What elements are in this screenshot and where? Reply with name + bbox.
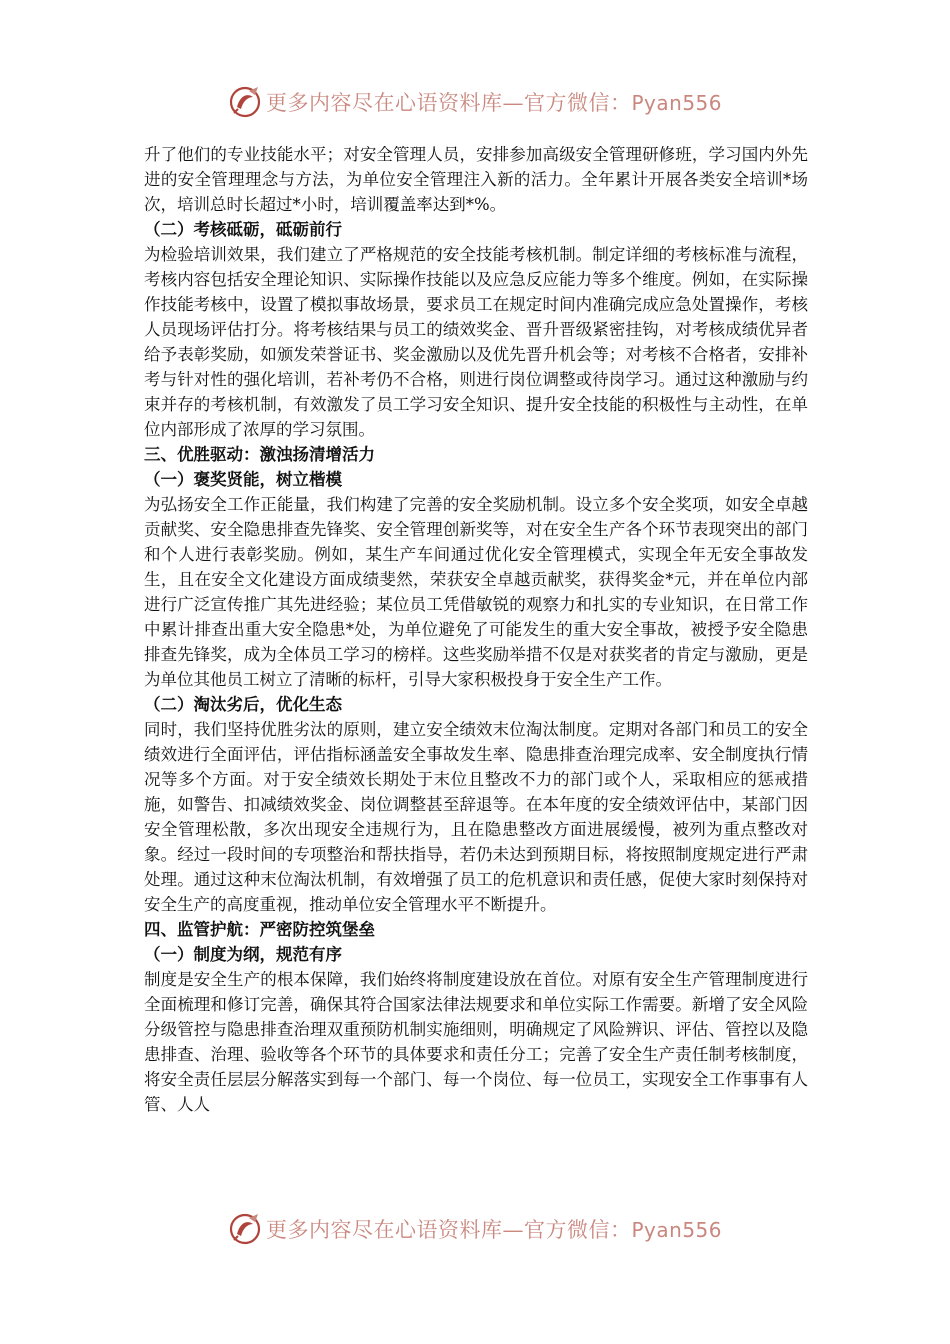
- subheading: （一）褒奖贤能，树立楷模: [144, 470, 342, 489]
- subheading: （二）淘汰劣后，优化生态: [144, 695, 342, 714]
- watermark-text: 更多内容尽在心语资料库—官方微信：Pyan556: [265, 91, 722, 115]
- section-heading: 三、优胜驱动：激浊扬清增活力: [144, 445, 375, 464]
- watermark-logo-icon: [228, 85, 262, 119]
- paragraph: 升了他们的专业技能水平；对安全管理人员，安排参加高级安全管理研修班，学习国内外先进的安全管理理念与方法，为单位安全管理注入新的活力。全年累计开展各类安全培训*场次，培训总时长超过*小时，培训覆盖率达到*%。: [144, 145, 808, 214]
- paragraph: 制度是安全生产的根本保障，我们始终将制度建设放在首位。对原有安全生产管理制度进行全面梳理和修订完善，确保其符合国家法律法规要求和单位实际工作需要。新增了安全风险分级管控与隐患排查治理双重预防机制实施细则，明确规定了风险辨识、评估、管控以及隐患排查、治理、验收等各个环节的具体要求和责任分工；完善了安全生产责任制考核制度，将安全责任层层分解落实到每一个部门、每一个岗位、每一位员工，实现安全工作事事有人管、人人: [144, 970, 808, 1114]
- paragraph: 同时，我们坚持优胜劣汰的原则，建立安全绩效末位淘汰制度。定期对各部门和员工的安全绩效进行全面评估，评估指标涵盖安全事故发生率、隐患排查治理完成率、安全制度执行情况等多个方面。对于安全绩效长期处于末位且整改不力的部门或个人，采取相应的惩戒措施，如警告、扣减绩效奖金、岗位调整甚至辞退等。在本年度的安全绩效评估中，某部门因安全管理松散，多次出现安全违规行为，且在隐患整改方面进展缓慢，被列为重点整改对象。经过一段时间的专项整治和帮扶指导，若仍未达到预期目标，将按照制度规定进行严肃处理。通过这种末位淘汰机制，有效增强了员工的危机意识和责任感，促使大家时刻保持对安全生产的高度重视，推动单位安全管理水平不断提升。: [144, 720, 808, 914]
- section-heading: 四、监管护航：严密防控筑堡垒: [144, 920, 375, 939]
- paragraph: 为检验培训效果，我们建立了严格规范的安全技能考核机制。制定详细的考核标准与流程，考核内容包括安全理论知识、实际操作技能以及应急反应能力等多个维度。例如，在实际操作技能考核中，设置了模拟事故场景，要求员工在规定时间内准确完成应急处置操作，考核人员现场评估打分。将考核结果与员工的绩效奖金、晋升晋级紧密挂钩，对考核成绩优异者给予表彰奖励，如颁发荣誉证书、奖金激励以及优先晋升机会等；对考核不合格者，安排补考与针对性的强化培训，若补考仍不合格，则进行岗位调整或待岗学习。通过这种激励与约束并存的考核机制，有效激发了员工学习安全知识、提升安全技能的积极性与主动性，在单位内部形成了浓厚的学习氛围。: [144, 245, 808, 439]
- watermark-footer: [0, 1211, 950, 1247]
- subheading: （一）制度为纲，规范有序: [144, 945, 342, 964]
- subheading: （二）考核砥砺，砥砺前行: [144, 220, 342, 239]
- document-body: [144, 142, 808, 1117]
- watermark-header: [0, 84, 950, 120]
- watermark-text: 更多内容尽在心语资料库—官方微信：Pyan556: [265, 1218, 722, 1242]
- paragraph: 为弘扬安全工作正能量，我们构建了完善的安全奖励机制。设立多个安全奖项，如安全卓越贡献奖、安全隐患排查先锋奖、安全管理创新奖等，对在安全生产各个环节表现突出的部门和个人进行表彰奖励。例如，某生产车间通过优化安全管理模式，实现全年无安全事故发生，且在安全文化建设方面成绩斐然，荣获安全卓越贡献奖，获得奖金*元，并在单位内部进行广泛宣传推广其先进经验；某位员工凭借敏锐的观察力和扎实的专业知识，在日常工作中累计排查出重大安全隐患*处，为单位避免了可能发生的重大安全事故，被授予安全隐患排查先锋奖，成为全体员工学习的榜样。这些奖励举措不仅是对获奖者的肯定与激励，更是为单位其他员工树立了清晰的标杆，引导大家积极投身于安全生产工作。: [144, 495, 808, 689]
- watermark-logo-icon: [228, 1212, 262, 1246]
